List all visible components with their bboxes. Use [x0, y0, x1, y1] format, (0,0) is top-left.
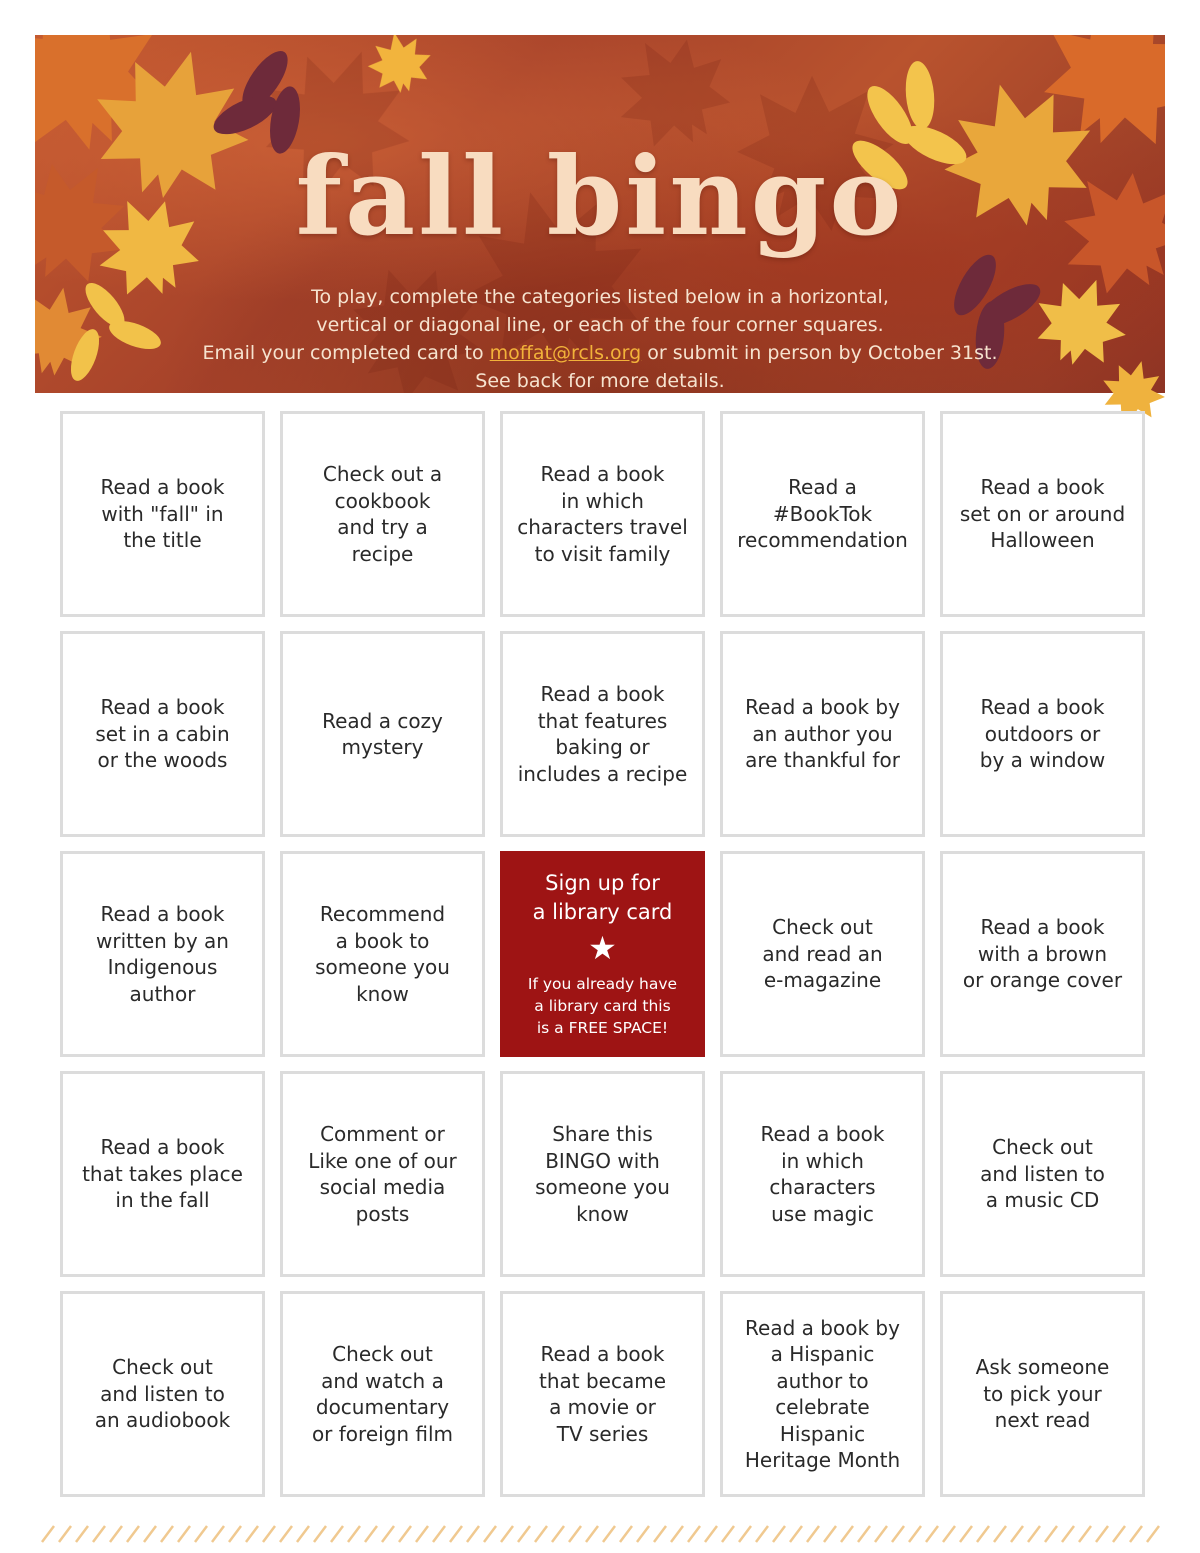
bingo-square: [60, 851, 265, 1057]
free-space-title: Sign up for a library card: [532, 871, 673, 924]
bingo-square-label: Read a book that takes place in the fall: [82, 1135, 243, 1213]
bingo-square-label: Read a book that became a movie or TV series: [538, 1342, 666, 1446]
stripe-mark: [59, 1526, 71, 1542]
bingo-square-label: Share this BINGO with someone you know: [535, 1122, 670, 1226]
bingo-square-label: Check out a cookbook and try a recipe: [322, 462, 443, 566]
stripe-mark: [1147, 1526, 1159, 1542]
stripe-mark: [535, 1526, 547, 1542]
bingo-square-label: Check out and watch a documentary or foreign film: [311, 1342, 454, 1446]
stripe-mark: [433, 1526, 445, 1542]
stripe-mark: [1028, 1526, 1040, 1542]
stripe-mark: [1096, 1526, 1108, 1542]
stripe-mark: [722, 1526, 734, 1542]
stripe-mark: [977, 1526, 989, 1542]
instructions-text: or submit in person by October 31st.: [641, 342, 998, 364]
bingo-square: [60, 411, 265, 617]
stripe-mark: [280, 1526, 292, 1542]
bingo-square: [500, 1071, 705, 1277]
stripe-mark: [1113, 1526, 1125, 1542]
bingo-card: [60, 411, 1145, 1497]
bingo-square-label: Check out and read an e-magazine: [762, 915, 883, 993]
stripe-mark: [161, 1526, 173, 1542]
stripe-mark: [637, 1526, 649, 1542]
bingo-square-label: Read a book by a Hispanic author to celebrate Hispanic Heritage Month: [744, 1315, 901, 1472]
stripe-mark: [263, 1526, 275, 1542]
bingo-square-label: Comment or Like one of our social media posts: [308, 1122, 457, 1226]
bingo-square: [500, 1291, 705, 1497]
bingo-square-label: Recommend a book to someone you know: [315, 902, 450, 1006]
header-banner: [35, 35, 1165, 393]
bingo-square: [720, 411, 925, 617]
stripe-mark: [603, 1526, 615, 1542]
bingo-square-label: Check out and listen to a music CD: [980, 1135, 1105, 1213]
stripe-mark: [195, 1526, 207, 1542]
stripe-mark: [824, 1526, 836, 1542]
instructions-line: [35, 339, 1165, 367]
stripe-mark: [960, 1526, 972, 1542]
email-link[interactable]: moffat@rcls.org: [489, 342, 642, 364]
instructions-line: To play, complete the categories listed below in a horizontal,: [311, 286, 889, 308]
instructions-text: Email your completed card to: [202, 342, 490, 364]
stripe-mark: [93, 1526, 105, 1542]
stripe-mark: [552, 1526, 564, 1542]
bingo-square: [60, 631, 265, 837]
instructions: [35, 283, 1165, 393]
stripe-mark: [467, 1526, 479, 1542]
instructions-line: vertical or diagonal line, or each of the four corner squares.: [316, 314, 884, 336]
bingo-square-label: Read a cozy mystery: [322, 708, 443, 759]
stripe-mark: [773, 1526, 785, 1542]
bingo-square: [940, 851, 1145, 1057]
bingo-square: [720, 1071, 925, 1277]
stripe-mark: [229, 1526, 241, 1542]
instructions-line: See back for more details.: [475, 370, 725, 392]
stripe-mark: [1062, 1526, 1074, 1542]
bingo-square: [60, 1071, 265, 1277]
page-title: fall bingo: [295, 134, 905, 260]
stripe-mark: [943, 1526, 955, 1542]
stripe-mark: [790, 1526, 802, 1542]
bingo-square: [940, 1291, 1145, 1497]
stripe-mark: [858, 1526, 870, 1542]
stripe-mark: [127, 1526, 139, 1542]
bingo-square-label: Read a #BookTok recommendation: [737, 475, 908, 553]
star-icon: ★: [588, 929, 617, 967]
bingo-square-label: Read a book by an author you are thankful for: [745, 695, 900, 773]
stripe-mark: [382, 1526, 394, 1542]
stripe-mark: [739, 1526, 751, 1542]
decorative-stripes: [38, 1524, 1162, 1544]
bingo-square-label: Read a book with a brown or orange cover: [962, 915, 1123, 993]
stripe-mark: [416, 1526, 428, 1542]
stripe-mark: [807, 1526, 819, 1542]
bingo-square: [720, 851, 925, 1057]
stripe-mark: [569, 1526, 581, 1542]
stripe-mark: [1045, 1526, 1057, 1542]
bingo-square: [500, 411, 705, 617]
bingo-square: [940, 1071, 1145, 1277]
stripe-mark: [586, 1526, 598, 1542]
stripe-mark: [705, 1526, 717, 1542]
free-space-note: If you already have a library card this is a FREE SPACE!: [527, 975, 678, 1037]
stripe-mark: [501, 1526, 513, 1542]
stripe-mark: [365, 1526, 377, 1542]
stripe-mark: [42, 1526, 54, 1542]
bingo-square-label: Read a book in which characters use magic: [760, 1122, 885, 1226]
stripe-mark: [756, 1526, 768, 1542]
stripe-mark: [212, 1526, 224, 1542]
stripe-mark: [875, 1526, 887, 1542]
bingo-square: [940, 411, 1145, 617]
free-space-square: [500, 851, 705, 1057]
bingo-square-label: Read a book outdoors or by a window: [979, 695, 1106, 773]
stripe-mark: [348, 1526, 360, 1542]
stripe-mark: [110, 1526, 122, 1542]
bingo-square: [280, 411, 485, 617]
bingo-square: [280, 631, 485, 837]
bingo-square: [720, 1291, 925, 1497]
stripe-mark: [314, 1526, 326, 1542]
stripe-mark: [1130, 1526, 1142, 1542]
stripe-mark: [688, 1526, 700, 1542]
stripe-mark: [909, 1526, 921, 1542]
stripe-mark: [76, 1526, 88, 1542]
bingo-square: [280, 1071, 485, 1277]
bingo-square-label: Ask someone to pick your next read: [975, 1355, 1110, 1433]
stripe-mark: [1011, 1526, 1023, 1542]
stripe-mark: [841, 1526, 853, 1542]
stripe-mark: [654, 1526, 666, 1542]
stripe-mark: [178, 1526, 190, 1542]
bingo-square-label: Read a book written by an Indigenous author: [96, 902, 229, 1006]
bingo-square: [940, 631, 1145, 837]
bingo-square-label: Read a book set on or around Halloween: [959, 475, 1126, 553]
stripe-mark: [671, 1526, 683, 1542]
stripe-mark: [450, 1526, 462, 1542]
stripe-mark: [331, 1526, 343, 1542]
stripe-mark: [892, 1526, 904, 1542]
stripe-mark: [246, 1526, 258, 1542]
stripe-mark: [620, 1526, 632, 1542]
bingo-square: [500, 631, 705, 837]
bingo-square-label: Read a book that features baking or includes a recipe: [517, 682, 688, 786]
bingo-square-label: Check out and listen to an audiobook: [94, 1355, 231, 1433]
stripe-mark: [399, 1526, 411, 1542]
bingo-square-label: Read a book set in a cabin or the woods: [95, 695, 230, 773]
bingo-square-label: Read a book in which characters travel to visit family: [517, 462, 688, 566]
bingo-square: [280, 851, 485, 1057]
bingo-square: [280, 1291, 485, 1497]
stripe-mark: [144, 1526, 156, 1542]
stripe-mark: [518, 1526, 530, 1542]
stripe-mark: [994, 1526, 1006, 1542]
stripe-mark: [1079, 1526, 1091, 1542]
bingo-square: [720, 631, 925, 837]
stripe-mark: [926, 1526, 938, 1542]
stripe-mark: [297, 1526, 309, 1542]
stripe-mark: [484, 1526, 496, 1542]
bingo-square-label: Read a book with "fall" in the title: [100, 475, 225, 553]
bingo-square: [60, 1291, 265, 1497]
